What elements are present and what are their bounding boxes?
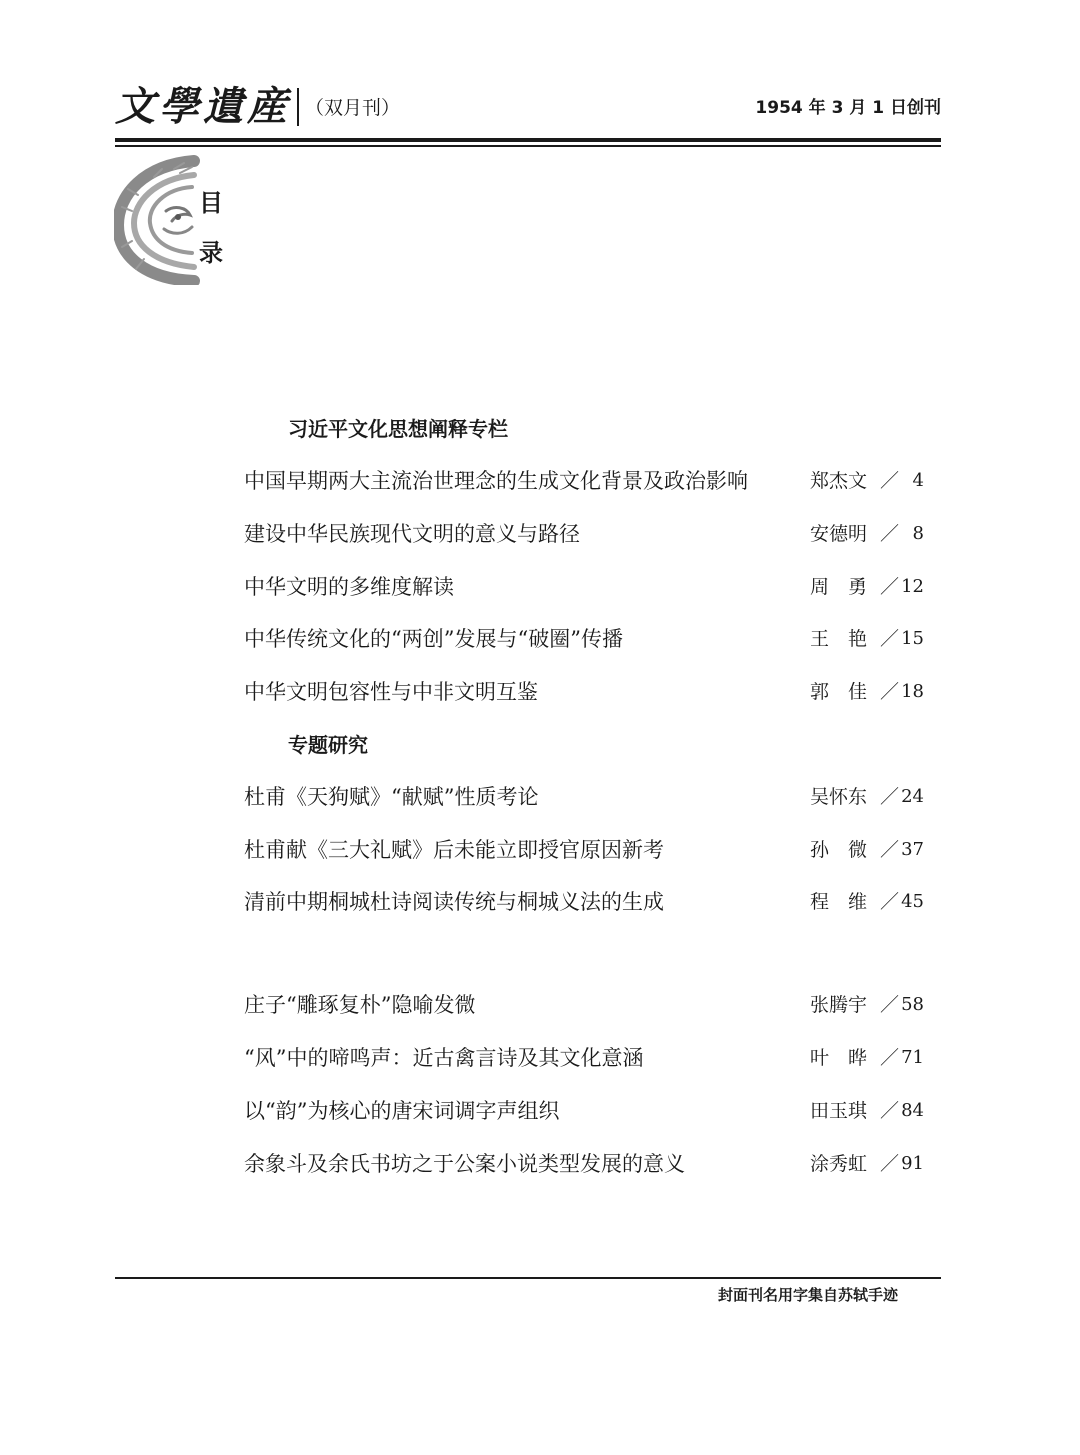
entry-title: 中国早期两大主流治世理念的生成文化背景及政治影响	[244, 469, 748, 493]
entry-title: 以“韵”为核心的唐宋词调字声组织	[244, 1099, 560, 1123]
entry-separator: ／	[880, 1153, 900, 1175]
toc-label-char: 目	[199, 189, 223, 217]
toc-label-char: 录	[199, 239, 223, 267]
founding-date: 1954 年 3 月 1 日创刊	[755, 98, 941, 118]
entry-separator: ／	[880, 891, 900, 913]
toc-entry[interactable]	[244, 519, 926, 549]
toc-entry[interactable]	[244, 1149, 926, 1179]
entry-title: 建设中华民族现代文明的意义与路径	[244, 522, 580, 546]
entry-page: 4	[912, 470, 924, 491]
entry-page: 24	[901, 786, 924, 807]
entry-author: 张腾宇	[810, 994, 868, 1016]
journal-title: 文學遺産	[115, 83, 291, 130]
header-rule-thick	[115, 138, 941, 142]
entry-title: 杜甫献《三大礼赋》后未能立即授官原因新考	[244, 838, 664, 862]
toc-entry[interactable]	[244, 782, 926, 812]
section-heading: 专题研究	[288, 733, 368, 757]
entry-author: 孙 微	[810, 839, 868, 861]
entry-separator: ／	[880, 576, 900, 598]
entry-page: 18	[901, 681, 924, 702]
toc-entry[interactable]	[244, 835, 926, 865]
entry-page: 58	[901, 994, 924, 1015]
entry-page: 37	[901, 839, 924, 860]
entry-page: 15	[901, 628, 924, 649]
masthead	[115, 82, 941, 132]
entry-page: 45	[901, 891, 924, 912]
entry-title: 杜甫《天狗赋》“献赋”性质考论	[244, 785, 539, 809]
entry-title: 中华文明的多维度解读	[244, 575, 454, 599]
entry-author: 郭 佳	[810, 681, 868, 703]
entry-separator: ／	[880, 523, 900, 545]
entry-author: 田玉琪	[810, 1100, 868, 1122]
toc-label	[196, 178, 226, 278]
toc-entry[interactable]	[244, 1043, 926, 1073]
entry-separator: ／	[880, 1047, 900, 1069]
header-rule-thin	[115, 145, 941, 147]
entry-separator: ／	[880, 1100, 900, 1122]
entry-page: 12	[901, 576, 924, 597]
entry-author: 周 勇	[810, 576, 868, 598]
entry-title: 中华传统文化的“两创”发展与“破圈”传播	[244, 627, 623, 651]
entry-page: 91	[901, 1153, 924, 1174]
entry-separator: ／	[880, 681, 900, 703]
entry-page: 71	[901, 1047, 924, 1068]
footer-rule	[115, 1277, 941, 1279]
entry-separator: ／	[880, 839, 900, 861]
entry-title: “风”中的啼鸣声：近古禽言诗及其文化意涵	[244, 1046, 644, 1070]
entry-author: 王 艳	[810, 628, 868, 650]
section-heading: 习近平文化思想阐释专栏	[288, 417, 508, 441]
toc-entry[interactable]	[244, 887, 926, 917]
entry-separator: ／	[880, 994, 900, 1016]
entry-author: 涂秀虹	[810, 1153, 868, 1175]
entry-author: 叶 晔	[810, 1047, 868, 1069]
entry-title: 余象斗及余氏书坊之于公案小说类型发展的意义	[244, 1152, 685, 1176]
entry-author: 郑杰文	[810, 470, 868, 492]
entry-title: 庄子“雕琢复朴”隐喻发微	[244, 993, 476, 1017]
toc-entry[interactable]	[244, 1096, 926, 1126]
entry-author: 程 维	[810, 891, 868, 913]
entry-page: 84	[901, 1100, 924, 1121]
entry-separator: ／	[880, 470, 900, 492]
toc-entry[interactable]	[244, 466, 926, 496]
cover-credit-note: 封面刊名用字集自苏轼手迹	[718, 1286, 899, 1304]
toc-entry[interactable]	[244, 572, 926, 602]
publication-frequency: （双月刊）	[305, 97, 401, 119]
title-separator	[297, 88, 299, 126]
toc-entry[interactable]	[244, 624, 926, 654]
entry-author: 吴怀东	[810, 786, 868, 808]
entry-title: 中华文明包容性与中非文明互鉴	[244, 680, 538, 704]
dragon-emblem-icon	[114, 155, 204, 285]
entry-separator: ／	[880, 628, 900, 650]
toc-entry[interactable]	[244, 990, 926, 1020]
entry-title: 清前中期桐城杜诗阅读传统与桐城义法的生成	[244, 890, 664, 914]
entry-author: 安德明	[810, 523, 868, 545]
entry-page: 8	[912, 523, 924, 544]
entry-separator: ／	[880, 786, 900, 808]
toc-entry[interactable]	[244, 677, 926, 707]
